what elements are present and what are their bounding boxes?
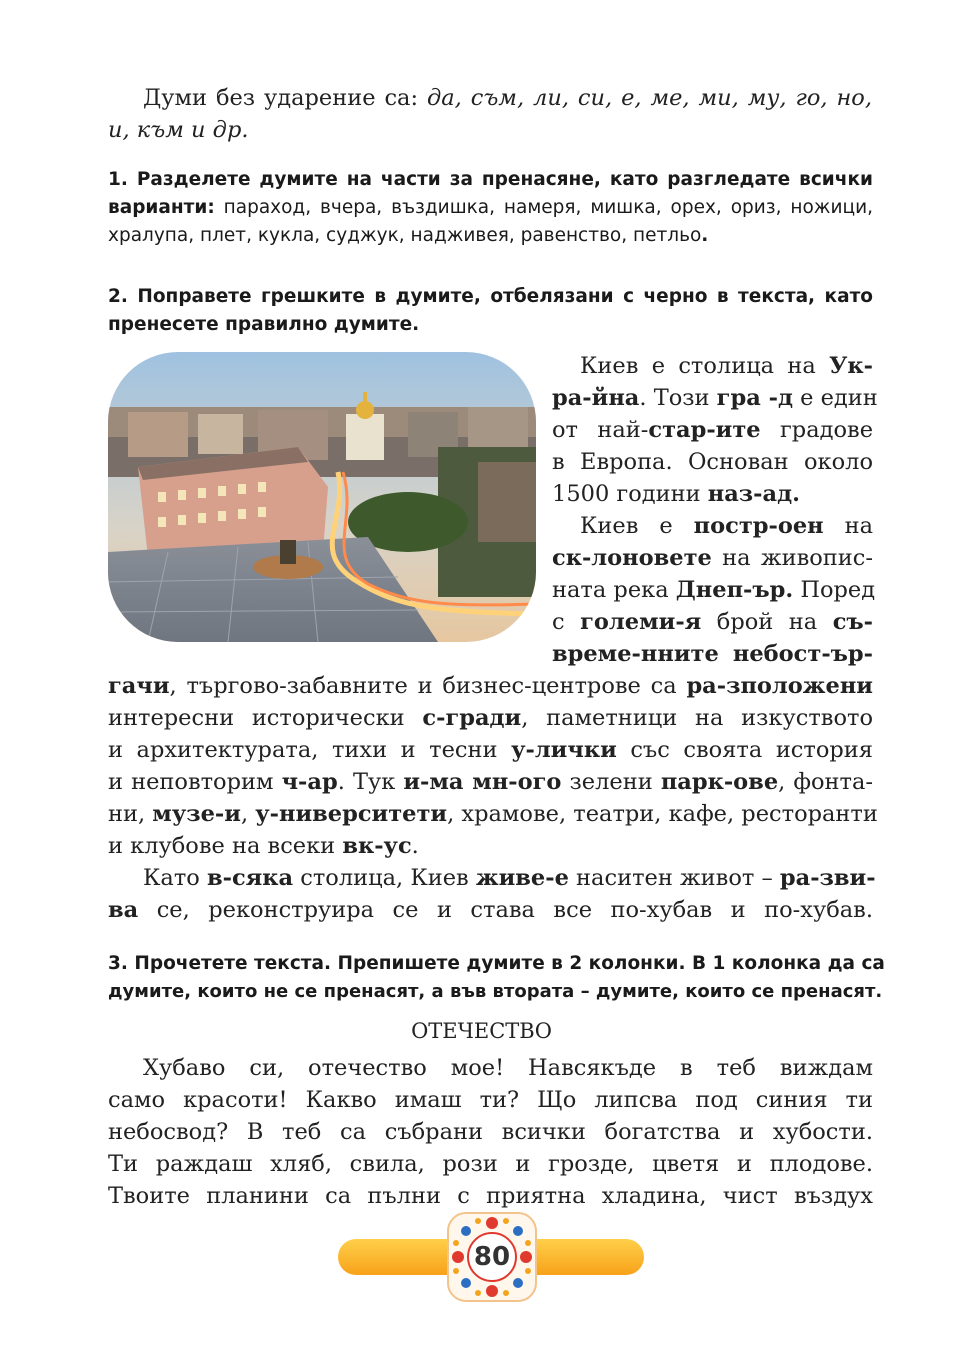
exercise-2-heading: 2. Поправете грешките в думите, отбелязани с черно в текста, като	[108, 286, 873, 307]
kyiv-line-9: с големи-я брой на съ-	[552, 609, 873, 635]
page-number: 80	[473, 1242, 511, 1272]
kyiv-line-7: ск-лоновете на живопис-	[552, 545, 873, 571]
exercise-1-line-2: варианти: параход, вчера, въздишка, намеря, мишка, орех, ориз, ножици,	[108, 197, 873, 218]
story-line: само красоти! Какво имаш ти? Що липсва под синия ти	[108, 1087, 873, 1113]
kyiv-full-line-4: и неповторим ч-ар. Тук и-ма мн-ого зелени парк-ове, фонта-	[108, 769, 873, 795]
kyiv-line-3: от най-стар-ите градове	[552, 417, 874, 443]
kyiv-full-line-7: Като в-сяка столица, Киев живе-е наситен живот – ра-зви-	[143, 865, 876, 891]
kyiv-full-line-3: и архитектурата, тихи и тесни у-лички със своята история	[108, 737, 874, 763]
kyiv-line-4: в Европа. Основан около	[552, 449, 873, 475]
exercise-1-line-3: хралупа, плет, кукла, суджук, надживея, равенство, петльо.	[108, 225, 709, 246]
kyiv-line-6: Киев е постр-оен на	[580, 513, 873, 539]
exercise-3-heading: 3. Прочетете текста. Препишете думите в 2 колонки. В 1 колонка да са	[108, 953, 885, 974]
story-title: ОТЕЧЕСТВО	[411, 1019, 552, 1043]
story-line: Ти раждаш хляб, свила, рози и грозде, цветя и плодове.	[108, 1151, 873, 1177]
exercise-1-heading: 1. Разделете думите на части за пренасяне, като разгледате всички	[108, 169, 873, 190]
exercise-2-heading-2: пренесете правилно думите.	[108, 314, 420, 335]
kyiv-line-5: 1500 години наз-ад.	[552, 481, 800, 507]
story-line: небосвод? В теб са събрани всички богатства и хубости.	[108, 1119, 873, 1145]
kyiv-line-8: ната река Днеп-ър. Поред	[552, 577, 876, 603]
story-line: Твоите планини са пълни с приятна хладина, чист въздух	[108, 1183, 873, 1209]
intro-line-1: Думи без ударение са: да, съм, ли, си, е, ме, ми, му, го, но,	[143, 85, 872, 111]
kyiv-full-line-5: ни, музе-и, у-ниверситети, храмове, театри, кафе, ресторанти	[108, 801, 878, 827]
kyiv-line-10: време-нните небост-ър-	[552, 641, 873, 667]
kyiv-full-line-8: ва се, реконструира се и става все по-хубав и по-хубав.	[108, 897, 873, 923]
exercise-3-heading-2: думите, които не се пренасят, а във втората – думите, които се пренасят.	[108, 981, 883, 1002]
intro-line-2: и, към и др.	[108, 117, 249, 143]
story-line: Хубаво си, отечество мое! Навсякъде в теб виждам	[143, 1055, 873, 1081]
kyiv-line-2: ра-йна. Този гра -д е един	[552, 385, 878, 411]
kyiv-city-photo	[108, 352, 536, 642]
kyiv-full-line-1: гачи, търгово-забавните и бизнес-центрове са ра-зположени	[108, 673, 873, 699]
kyiv-line-1: Киев е столица на Ук-	[580, 353, 873, 379]
kyiv-full-line-2: интересни исторически с-гради, паметници на изкуството	[108, 705, 873, 731]
kyiv-full-line-6: и клубове на всеки вк-ус.	[108, 833, 419, 859]
